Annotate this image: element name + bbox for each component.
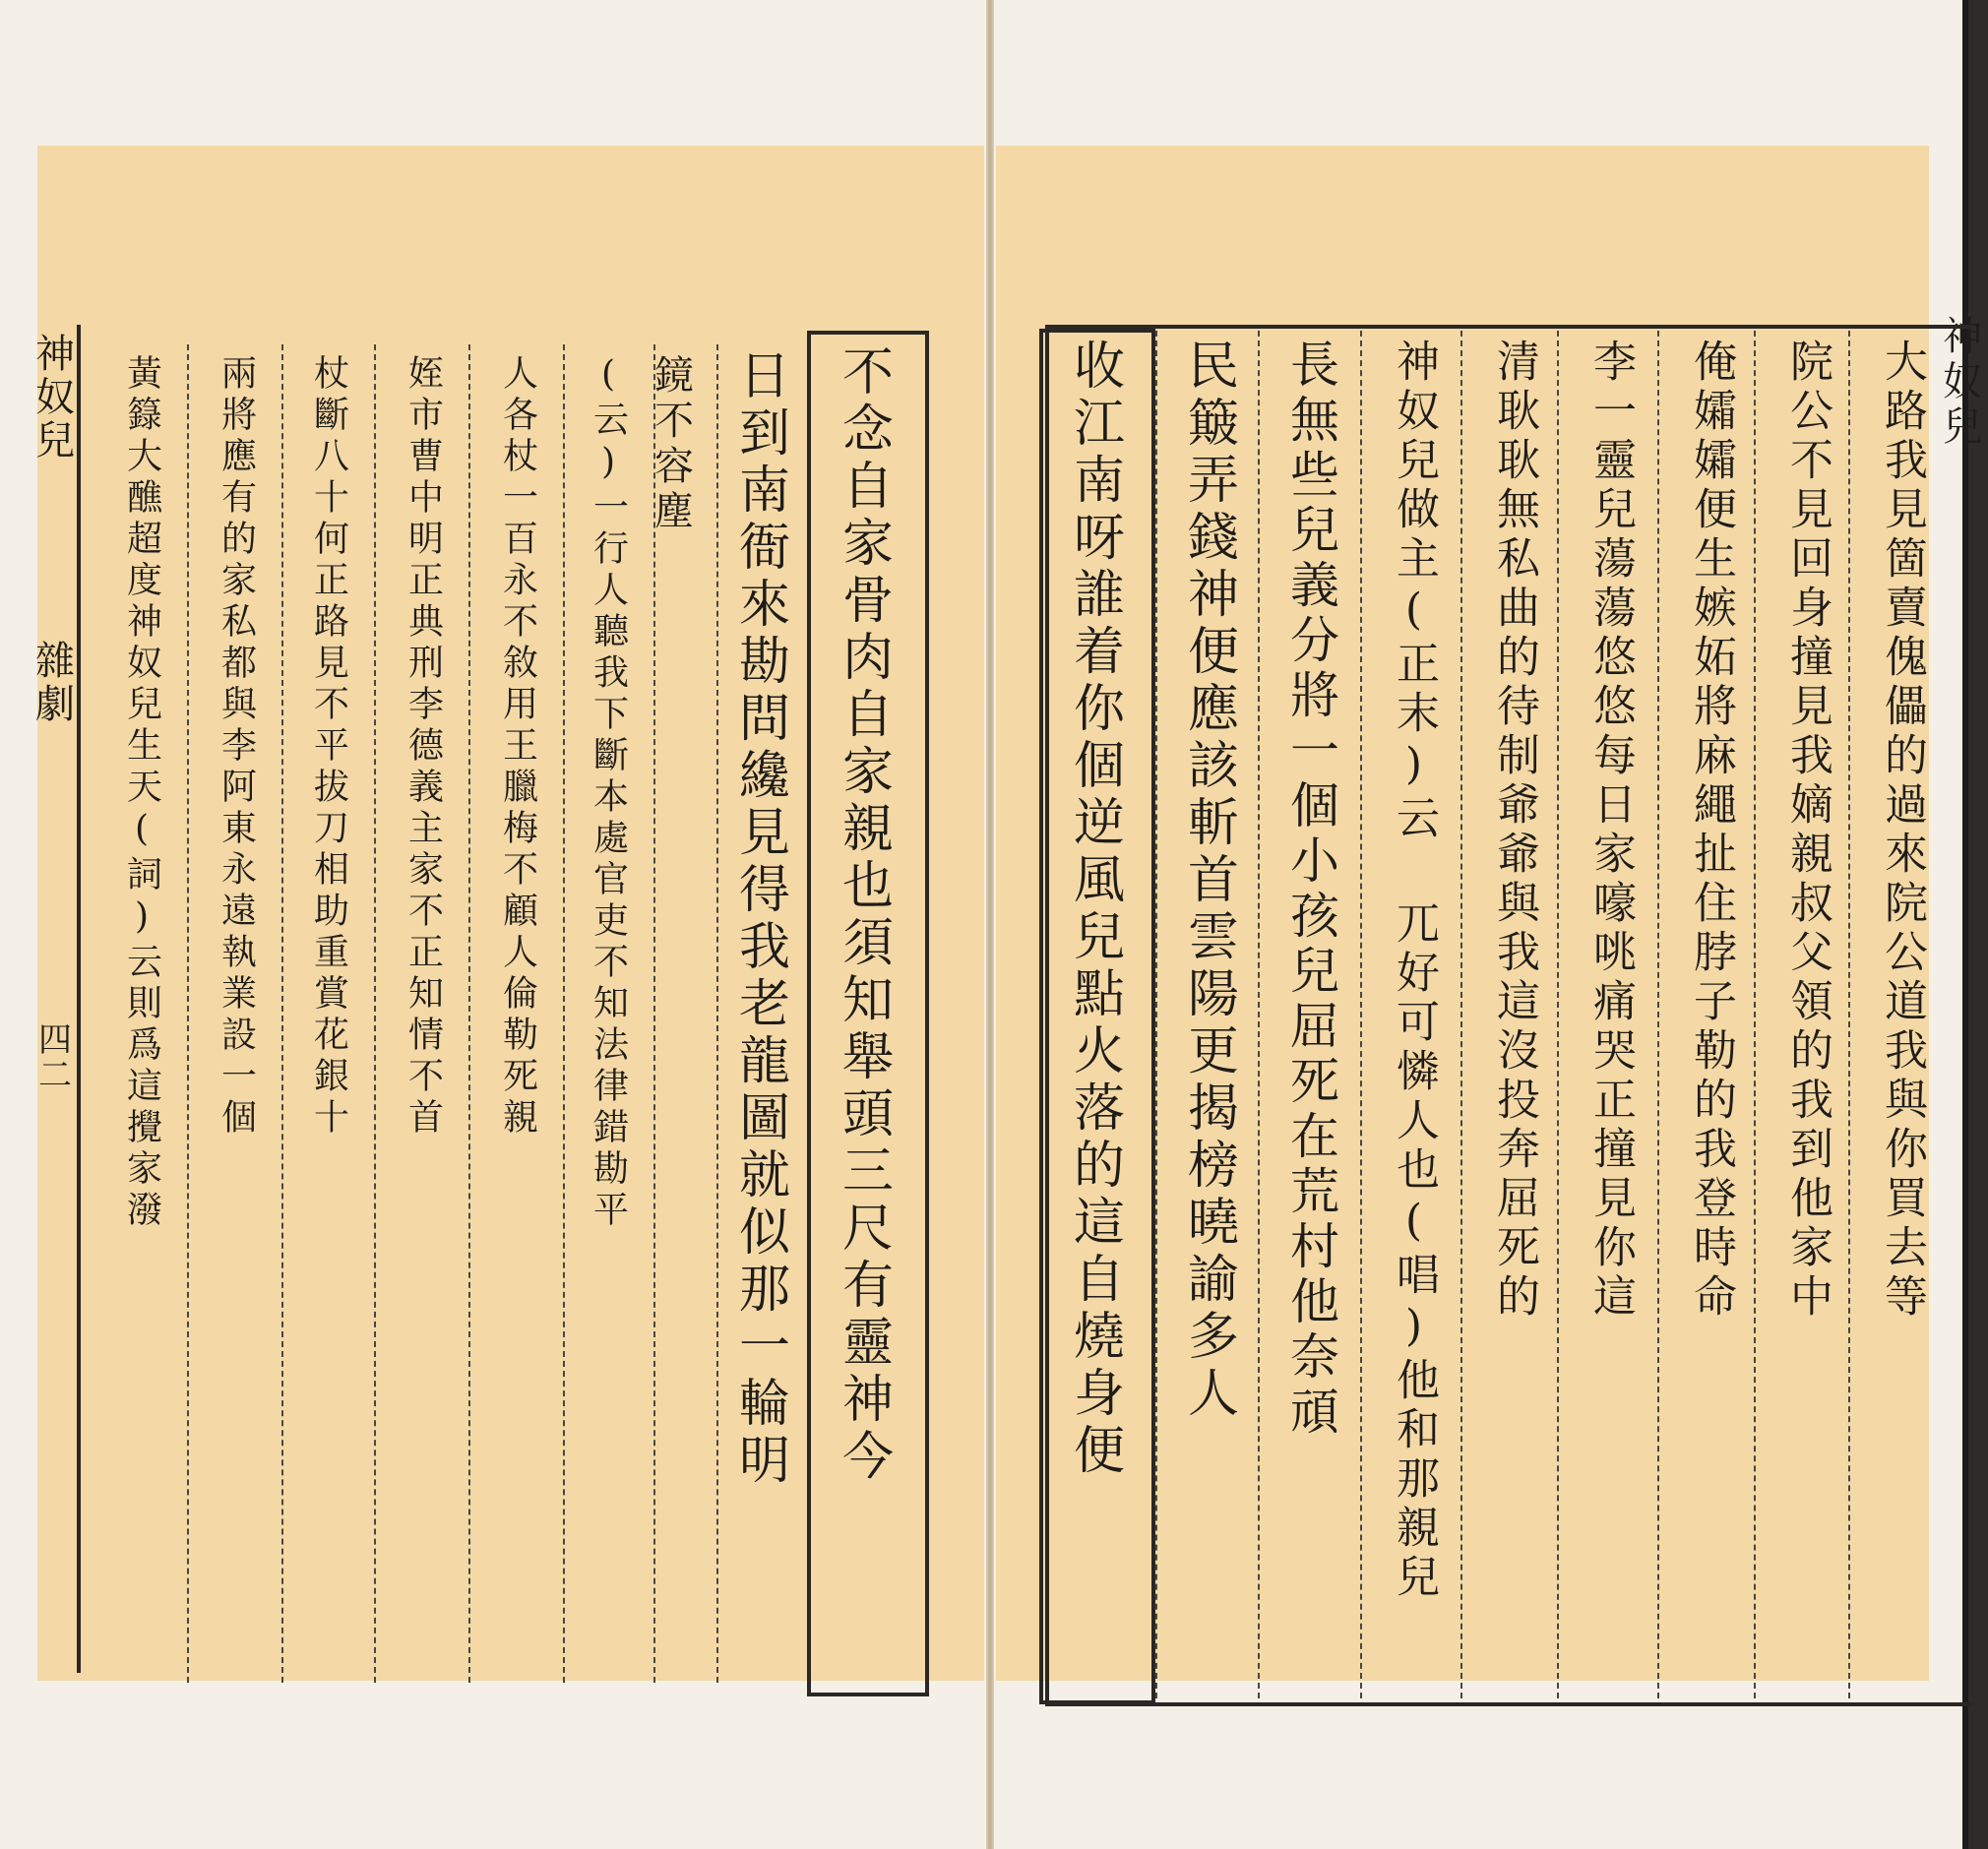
left-column-rule-2 xyxy=(281,344,283,1683)
left-column-4-text: 姪市曹中明正典刑李德義主家不正知情不首 xyxy=(403,354,444,1140)
right-page-border xyxy=(1045,325,1972,1706)
left-column-rule-3 xyxy=(374,344,376,1683)
right-column-4-text: 神奴兒做主(正末)云 兀好可憐人也(唱)他和那親兒 xyxy=(1389,339,1439,1603)
book-spine xyxy=(986,0,994,1849)
right-column-1-text: 收江南呀誰着你個逆風兒點火落的這自燒身便 xyxy=(1064,339,1124,1480)
left-column-3-text: 杖斷八十何正路見不平拔刀相助重賞花銀十 xyxy=(308,354,349,1140)
right-column-5-text: 清耿耿無私曲的待制爺爺與我這沒投奔屈死的 xyxy=(1489,339,1539,1323)
left-column-2-text: 兩將應有的家私都與李阿東永遠執業設一個 xyxy=(216,354,257,1140)
right-column-2-text: 民簸弄錢神便應該斬首雲陽更揭榜曉諭多人 xyxy=(1178,339,1238,1423)
left-column-1 xyxy=(110,354,173,1663)
left-column-1-text: 黃籙大醮超度神奴兒生天(詞)云則爲這攪家潑 xyxy=(121,354,162,1232)
left-column-4 xyxy=(392,354,455,1663)
left-column-rule-4 xyxy=(468,344,470,1683)
left-column-5-text: 人各杖一百永不敘用王臘梅不顧人倫勒死親 xyxy=(497,354,538,1140)
left-column-8 xyxy=(720,348,799,1667)
left-column-rule-7 xyxy=(716,344,718,1683)
left-column-8-text: 日到南衙來勘問纔見得我老龍圖就似那一輪明 xyxy=(729,348,789,1490)
right-margin-title: 神奴兒 xyxy=(1936,315,1982,451)
left-margin-title: 神奴兒 xyxy=(29,333,75,462)
right-column-9-text: 大路我見箇賣傀儡的過來院公道我與你買去等 xyxy=(1877,339,1927,1323)
left-margin-column xyxy=(30,333,75,1651)
right-column-3-text: 長無些兒義分將一個小孩兒屈死在荒村他奈頑 xyxy=(1282,339,1339,1441)
left-column-rule-5 xyxy=(563,344,565,1683)
left-column-7 xyxy=(640,354,703,1663)
left-margin-rule xyxy=(77,325,81,1673)
left-margin-page-number: 四二 xyxy=(31,1021,72,1092)
left-column-7-text: 鏡不容塵 xyxy=(648,354,694,535)
left-column-rule-1 xyxy=(187,344,189,1683)
left-column-9-text: 不念自家骨肉自家親也須知舉頭三尺有靈神今 xyxy=(833,344,893,1486)
right-column-8-text: 院公不見回身撞見我嫡親叔父領的我到他家中 xyxy=(1782,339,1833,1323)
left-column-3 xyxy=(297,354,360,1663)
left-column-5 xyxy=(486,354,549,1663)
right-column-7-text: 俺孀孀便生嫉妬將麻繩扯住脖子勒的我登時命 xyxy=(1686,339,1736,1323)
left-column-6-text: (云)一行人聽我下斷本處官吏不知法律錯勘平 xyxy=(588,354,629,1232)
left-column-6 xyxy=(577,354,640,1663)
left-margin-section: 雜劇 xyxy=(29,640,75,726)
left-column-9 xyxy=(819,344,907,1673)
left-column-2 xyxy=(205,354,268,1663)
right-column-6-text: 李一靈兒蕩蕩悠悠每日家嚎咷痛哭正撞見你這 xyxy=(1585,339,1636,1323)
